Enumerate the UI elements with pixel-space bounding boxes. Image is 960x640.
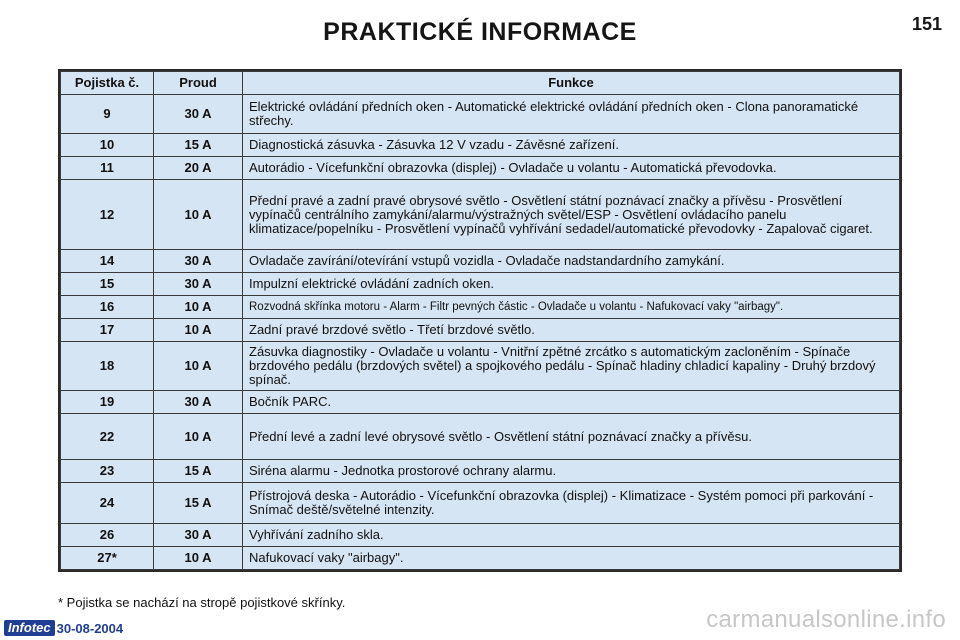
function-cell: Přední pravé a zadní pravé obrysové světlo - Osvětlení státní poznávací značky a přívěsu - Prosvětlení vypínačů centrálního zamykání/alarmu/výstražných světel/ESP - Osvětlení ovládacího panelu klimatizace/popelníku - Prosvětlení vypínačů vyhřívání sedadel/automatické převodovky - Zapalovač cigaret. (243, 180, 900, 250)
function-cell: Bočník PARC. (243, 390, 900, 413)
current-cell: 10 A (154, 546, 243, 569)
table-row (61, 483, 900, 523)
current-cell: 10 A (154, 342, 243, 390)
table-row (61, 460, 900, 483)
table-row (61, 523, 900, 546)
infotec-logo: Infotec (4, 620, 55, 636)
current-cell: 15 A (154, 483, 243, 523)
page-title: PRAKTICKÉ INFORMACE (323, 18, 637, 46)
current-cell: 30 A (154, 272, 243, 295)
current-cell: 30 A (154, 95, 243, 134)
fuse-number-cell: 15 (61, 272, 154, 295)
function-cell: Přístrojová deska - Autorádio - Vícefunkční obrazovka (displej) - Klimatizace - Systém pomoci při parkování - Snímač deště/světelné intenzity. (243, 483, 900, 523)
current-cell: 20 A (154, 157, 243, 180)
fuse-number-cell: 14 (61, 249, 154, 272)
table-header-row (61, 72, 900, 95)
table-row (61, 180, 900, 250)
fuse-number-cell: 12 (61, 180, 154, 250)
table-row (61, 95, 900, 134)
fuse-number-cell: 26 (61, 523, 154, 546)
function-cell: Vyhřívání zadního skla. (243, 523, 900, 546)
fuse-number-cell: 9 (61, 95, 154, 134)
current-cell: 30 A (154, 523, 243, 546)
table-row (61, 390, 900, 413)
function-cell: Nafukovací vaky "airbagy". (243, 546, 900, 569)
current-cell: 15 A (154, 460, 243, 483)
function-cell: Přední levé a zadní levé obrysové světlo - Osvětlení státní poznávací značky a přívěsu. (243, 414, 900, 460)
column-header-function: Funkce (243, 72, 900, 95)
fuse-number-cell: 10 (61, 133, 154, 156)
footnote: * Pojistka se nachází na stropě pojistkové skřínky. (58, 595, 346, 610)
function-cell: Zásuvka diagnostiky - Ovladače u volantu - Vnitřní zpětné zrcátko s automatickým zacloněním - Spínače brzdového pedálu (brzdových světel) a spojkového pedálu - Spínač hladiny chladicí kapaliny - Druhý brzdový spínač. (243, 342, 900, 390)
current-cell: 10 A (154, 319, 243, 342)
footer-date: 30-08-2004 (56, 620, 124, 636)
fuse-number-cell: 19 (61, 390, 154, 413)
table-row (61, 133, 900, 156)
watermark: carmanualsonline.info (706, 606, 946, 633)
function-cell: Zadní pravé brzdové světlo - Třetí brzdové světlo. (243, 319, 900, 342)
function-cell: Impulzní elektrické ovládání zadních oken. (243, 272, 900, 295)
current-cell: 30 A (154, 249, 243, 272)
table-row (61, 157, 900, 180)
table-row (61, 342, 900, 390)
current-cell: 10 A (154, 414, 243, 460)
fuse-number-cell: 16 (61, 296, 154, 319)
function-cell: Siréna alarmu - Jednotka prostorové ochrany alarmu. (243, 460, 900, 483)
table-row (61, 296, 900, 319)
fuse-number-cell: 27* (61, 546, 154, 569)
table-row (61, 319, 900, 342)
column-header-current: Proud (154, 72, 243, 95)
function-cell: Diagnostická zásuvka - Zásuvka 12 V vzadu - Závěsné zařízení. (243, 133, 900, 156)
table-row (61, 249, 900, 272)
table-row (61, 546, 900, 569)
function-cell: Rozvodná skřínka motoru - Alarm - Filtr pevných částic - Ovladače u volantu - Nafukovací vaky "airbagy". (243, 296, 900, 319)
fuse-table-frame (58, 69, 902, 572)
current-cell: 30 A (154, 390, 243, 413)
footer-logo (4, 619, 123, 637)
page-number: 151 (911, 14, 942, 34)
fuse-number-cell: 18 (61, 342, 154, 390)
fuse-number-cell: 11 (61, 157, 154, 180)
current-cell: 10 A (154, 180, 243, 250)
table-row (61, 272, 900, 295)
function-cell: Ovladače zavírání/otevírání vstupů vozidla - Ovladače nadstandardního zamykání. (243, 249, 900, 272)
column-header-fuse-number: Pojistka č. (61, 72, 154, 95)
fuse-number-cell: 24 (61, 483, 154, 523)
fuse-number-cell: 17 (61, 319, 154, 342)
fuse-number-cell: 22 (61, 414, 154, 460)
current-cell: 15 A (154, 133, 243, 156)
function-cell: Elektrické ovládání předních oken - Automatické elektrické ovládání předních oken - Clona panoramatické střechy. (243, 95, 900, 134)
current-cell: 10 A (154, 296, 243, 319)
table-row (61, 414, 900, 460)
fuse-table (60, 71, 900, 570)
fuse-number-cell: 23 (61, 460, 154, 483)
function-cell: Autorádio - Vícefunkční obrazovka (displej) - Ovladače u volantu - Automatická převodovka. (243, 157, 900, 180)
